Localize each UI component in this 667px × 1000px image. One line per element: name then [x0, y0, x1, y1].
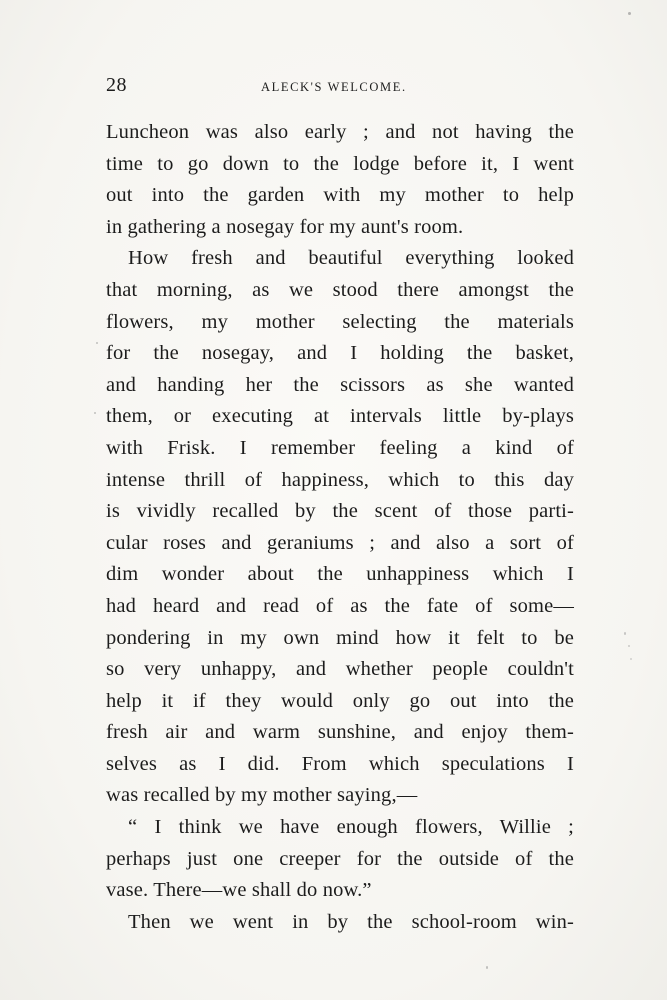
text-line: dim wonder about the unhappiness which I [106, 563, 574, 586]
running-head: ALECK'S WELCOME. [261, 80, 407, 94]
text-line: “ I think we have enough flowers, Willie ; [128, 816, 574, 839]
page-header [106, 74, 576, 104]
paper-speck [94, 412, 96, 414]
paper-speck [624, 632, 626, 635]
paper-speck [96, 342, 98, 344]
text-line: them, or executing at intervals little by-plays [106, 405, 574, 428]
text-line: had heard and read of as the fate of some— [106, 594, 574, 617]
paper-speck [630, 658, 632, 660]
text-line: selves as I did. From which speculations I [106, 752, 574, 775]
text-line: so very unhappy, and whether people couldn't [106, 658, 574, 681]
text-line: pondering in my own mind how it felt to be [106, 626, 574, 649]
text-line: Luncheon was also early ; and not having the [106, 121, 574, 143]
text-line: with Frisk. I remember feeling a kind of [106, 436, 574, 459]
page-number: 28 [106, 74, 127, 96]
text-line: How fresh and beautiful everything looked [128, 247, 574, 270]
text-line: and handing her the scissors as she wanted [106, 373, 574, 396]
text-line: fresh air and warm sunshine, and enjoy them- [106, 721, 574, 744]
body-text [106, 117, 574, 938]
paper-speck [486, 966, 488, 969]
text-line: perhaps just one creeper for the outside of the [106, 847, 574, 870]
text-line: time to go down to the lodge before it, I went [106, 152, 574, 175]
text-line: cular roses and geraniums ; and also a sort of [106, 531, 574, 554]
text-line: help it if they would only go out into the [106, 689, 574, 712]
text-line: intense thrill of happiness, which to this day [106, 468, 574, 491]
paper-speck [628, 12, 631, 15]
text-line: flowers, my mother selecting the materials [106, 310, 574, 333]
paper-speck [628, 645, 630, 647]
text-line: vase. There—we shall do now.” [106, 879, 372, 902]
text-line: in gathering a nosegay for my aunt's room. [106, 215, 464, 238]
text-line: Then we went in by the school-room win- [128, 910, 574, 933]
text-line: was recalled by my mother saying,— [106, 784, 418, 807]
text-line: that morning, as we stood there amongst the [106, 278, 574, 301]
text-line: for the nosegay, and I holding the basket, [106, 342, 574, 365]
text-line: is vividly recalled by the scent of those parti- [106, 500, 574, 523]
text-line: out into the garden with my mother to help [106, 184, 574, 207]
